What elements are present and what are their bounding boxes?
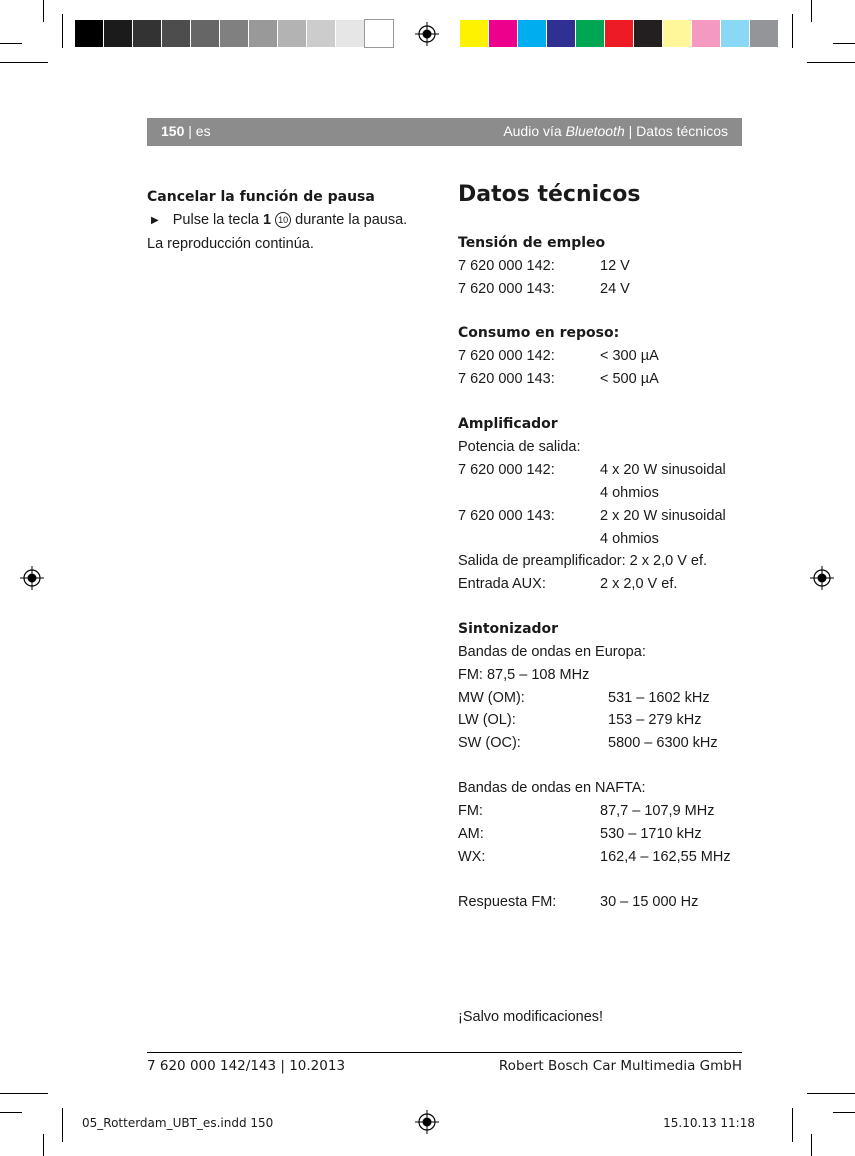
page-title: Datos técnicos bbox=[458, 182, 641, 207]
color-swatch bbox=[278, 20, 306, 47]
tuner-heading: Sintonizador bbox=[458, 621, 559, 637]
spec-value: 2 x 2,0 V ef. bbox=[600, 576, 678, 592]
bullet-text: Pulse la tecla bbox=[172, 212, 264, 228]
registration-mark-icon bbox=[415, 1110, 439, 1134]
section-suffix: | Datos técnicos bbox=[624, 123, 728, 139]
left-heading: Cancelar la función de pausa bbox=[147, 189, 375, 205]
spec-value: 12 V bbox=[600, 258, 630, 274]
color-swatch bbox=[518, 20, 546, 47]
color-swatch bbox=[104, 20, 132, 47]
spec-label: MW (OM): bbox=[458, 690, 525, 706]
crop-mark bbox=[807, 1093, 855, 1094]
preamp-line: Salida de preamplificador: 2 x 2,0 V ef. bbox=[458, 553, 708, 569]
color-swatch bbox=[489, 20, 517, 47]
color-swatch bbox=[133, 20, 161, 47]
spec-value: 531 – 1602 kHz bbox=[608, 690, 710, 706]
crop-mark bbox=[43, 1134, 44, 1156]
spec-value: 4 ohmios bbox=[600, 485, 659, 501]
header-page-info bbox=[161, 123, 211, 139]
spec-value: 5800 – 6300 kHz bbox=[608, 735, 718, 751]
amp-heading: Amplificador bbox=[458, 416, 558, 432]
color-swatch bbox=[547, 20, 575, 47]
color-swatch bbox=[692, 20, 720, 47]
crop-mark bbox=[792, 14, 793, 48]
footer-company: Robert Bosch Car Multimedia GmbH bbox=[498, 1058, 742, 1074]
spec-label: AM: bbox=[458, 826, 484, 842]
spec-label: Entrada AUX: bbox=[458, 576, 546, 592]
spec-label: SW (OC): bbox=[458, 735, 521, 751]
color-swatch bbox=[721, 20, 749, 47]
registration-mark-icon bbox=[415, 22, 439, 46]
spec-value: 4 ohmios bbox=[600, 531, 659, 547]
disclaimer: ¡Salvo modificaciones! bbox=[458, 1009, 604, 1025]
spec-value: < 300 µA bbox=[600, 348, 659, 364]
europe-label: Bandas de ondas en Europa: bbox=[458, 644, 646, 660]
color-swatch bbox=[162, 20, 190, 47]
nafta-label: Bandas de ondas en NAFTA: bbox=[458, 780, 646, 796]
power-label: Potencia de salida: bbox=[458, 439, 581, 455]
spec-value: < 500 µA bbox=[600, 371, 659, 387]
spec-label: FM: bbox=[458, 803, 483, 819]
color-swatch bbox=[191, 20, 219, 47]
spec-value: 87,7 – 107,9 MHz bbox=[600, 803, 715, 819]
color-swatch bbox=[576, 20, 604, 47]
crop-mark bbox=[0, 62, 48, 63]
spec-label: 7 620 000 142: bbox=[458, 348, 555, 364]
key-number: 1 bbox=[263, 212, 272, 228]
color-swatch bbox=[750, 20, 778, 47]
color-swatch bbox=[307, 20, 335, 47]
spec-label: 7 620 000 143: bbox=[458, 371, 555, 387]
crop-mark bbox=[62, 1108, 63, 1142]
page-number: 150 bbox=[161, 123, 185, 139]
crop-mark bbox=[807, 62, 855, 63]
registration-mark-icon bbox=[810, 566, 834, 590]
color-swatch bbox=[663, 20, 691, 47]
spec-value: 162,4 – 162,55 MHz bbox=[600, 849, 731, 865]
fm-europe: FM: 87,5 – 108 MHz bbox=[458, 667, 590, 683]
slug-timestamp: 15.10.13 11:18 bbox=[663, 1116, 755, 1130]
result-text: La reproducción continúa. bbox=[147, 236, 314, 252]
spec-label: 7 620 000 143: bbox=[458, 281, 555, 297]
color-swatch bbox=[605, 20, 633, 47]
crop-mark bbox=[0, 43, 22, 44]
spec-value: 153 – 279 kHz bbox=[608, 712, 702, 728]
color-swatch bbox=[75, 20, 103, 47]
footer-rule bbox=[147, 1052, 742, 1053]
section-prefix: Audio vía bbox=[503, 123, 566, 139]
crop-mark bbox=[0, 1112, 22, 1113]
spec-value: 530 – 1710 kHz bbox=[600, 826, 702, 842]
spec-value: 24 V bbox=[600, 281, 630, 297]
color-swatch bbox=[336, 20, 364, 47]
spec-value: 4 x 20 W sinusoidal bbox=[600, 462, 726, 478]
crop-mark bbox=[833, 1112, 855, 1113]
spec-value: 2 x 20 W sinusoidal bbox=[600, 508, 726, 524]
crop-mark bbox=[62, 14, 63, 48]
footer-doc-info: 7 620 000 142/143 | 10.2013 bbox=[147, 1058, 346, 1074]
crop-mark bbox=[792, 1108, 793, 1142]
crop-mark bbox=[43, 0, 44, 22]
color-swatch bbox=[634, 20, 662, 47]
bullet-text-end: durante la pausa. bbox=[291, 212, 408, 228]
spec-label: 7 620 000 143: bbox=[458, 508, 555, 524]
spec-value: 30 – 15 000 Hz bbox=[600, 894, 699, 910]
spec-label: WX: bbox=[458, 849, 486, 865]
circled-number-icon: 10 bbox=[275, 212, 291, 228]
spec-label: 7 620 000 142: bbox=[458, 258, 555, 274]
standby-heading: Consumo en reposo: bbox=[458, 325, 620, 341]
slug-filename: 05_Rotterdam_UBT_es.indd 150 bbox=[82, 1116, 274, 1130]
crop-mark bbox=[811, 0, 812, 22]
color-swatch bbox=[460, 20, 488, 47]
bullet-instruction bbox=[151, 211, 407, 230]
spec-label: LW (OL): bbox=[458, 712, 516, 728]
crop-mark bbox=[811, 1134, 812, 1156]
bullet-triangle-icon: ▶ bbox=[151, 215, 159, 226]
color-swatch bbox=[249, 20, 277, 47]
page-header bbox=[147, 118, 742, 146]
spec-label: Respuesta FM: bbox=[458, 894, 557, 910]
crop-mark bbox=[833, 43, 855, 44]
color-swatch bbox=[365, 20, 393, 47]
language-code: | es bbox=[188, 123, 211, 139]
section-italic: Bluetooth bbox=[565, 123, 625, 139]
crop-mark bbox=[0, 1093, 48, 1094]
color-swatch bbox=[220, 20, 248, 47]
voltage-heading: Tensión de empleo bbox=[458, 235, 606, 251]
header-section bbox=[503, 123, 728, 139]
registration-mark-icon bbox=[20, 566, 44, 590]
spec-label: 7 620 000 142: bbox=[458, 462, 555, 478]
